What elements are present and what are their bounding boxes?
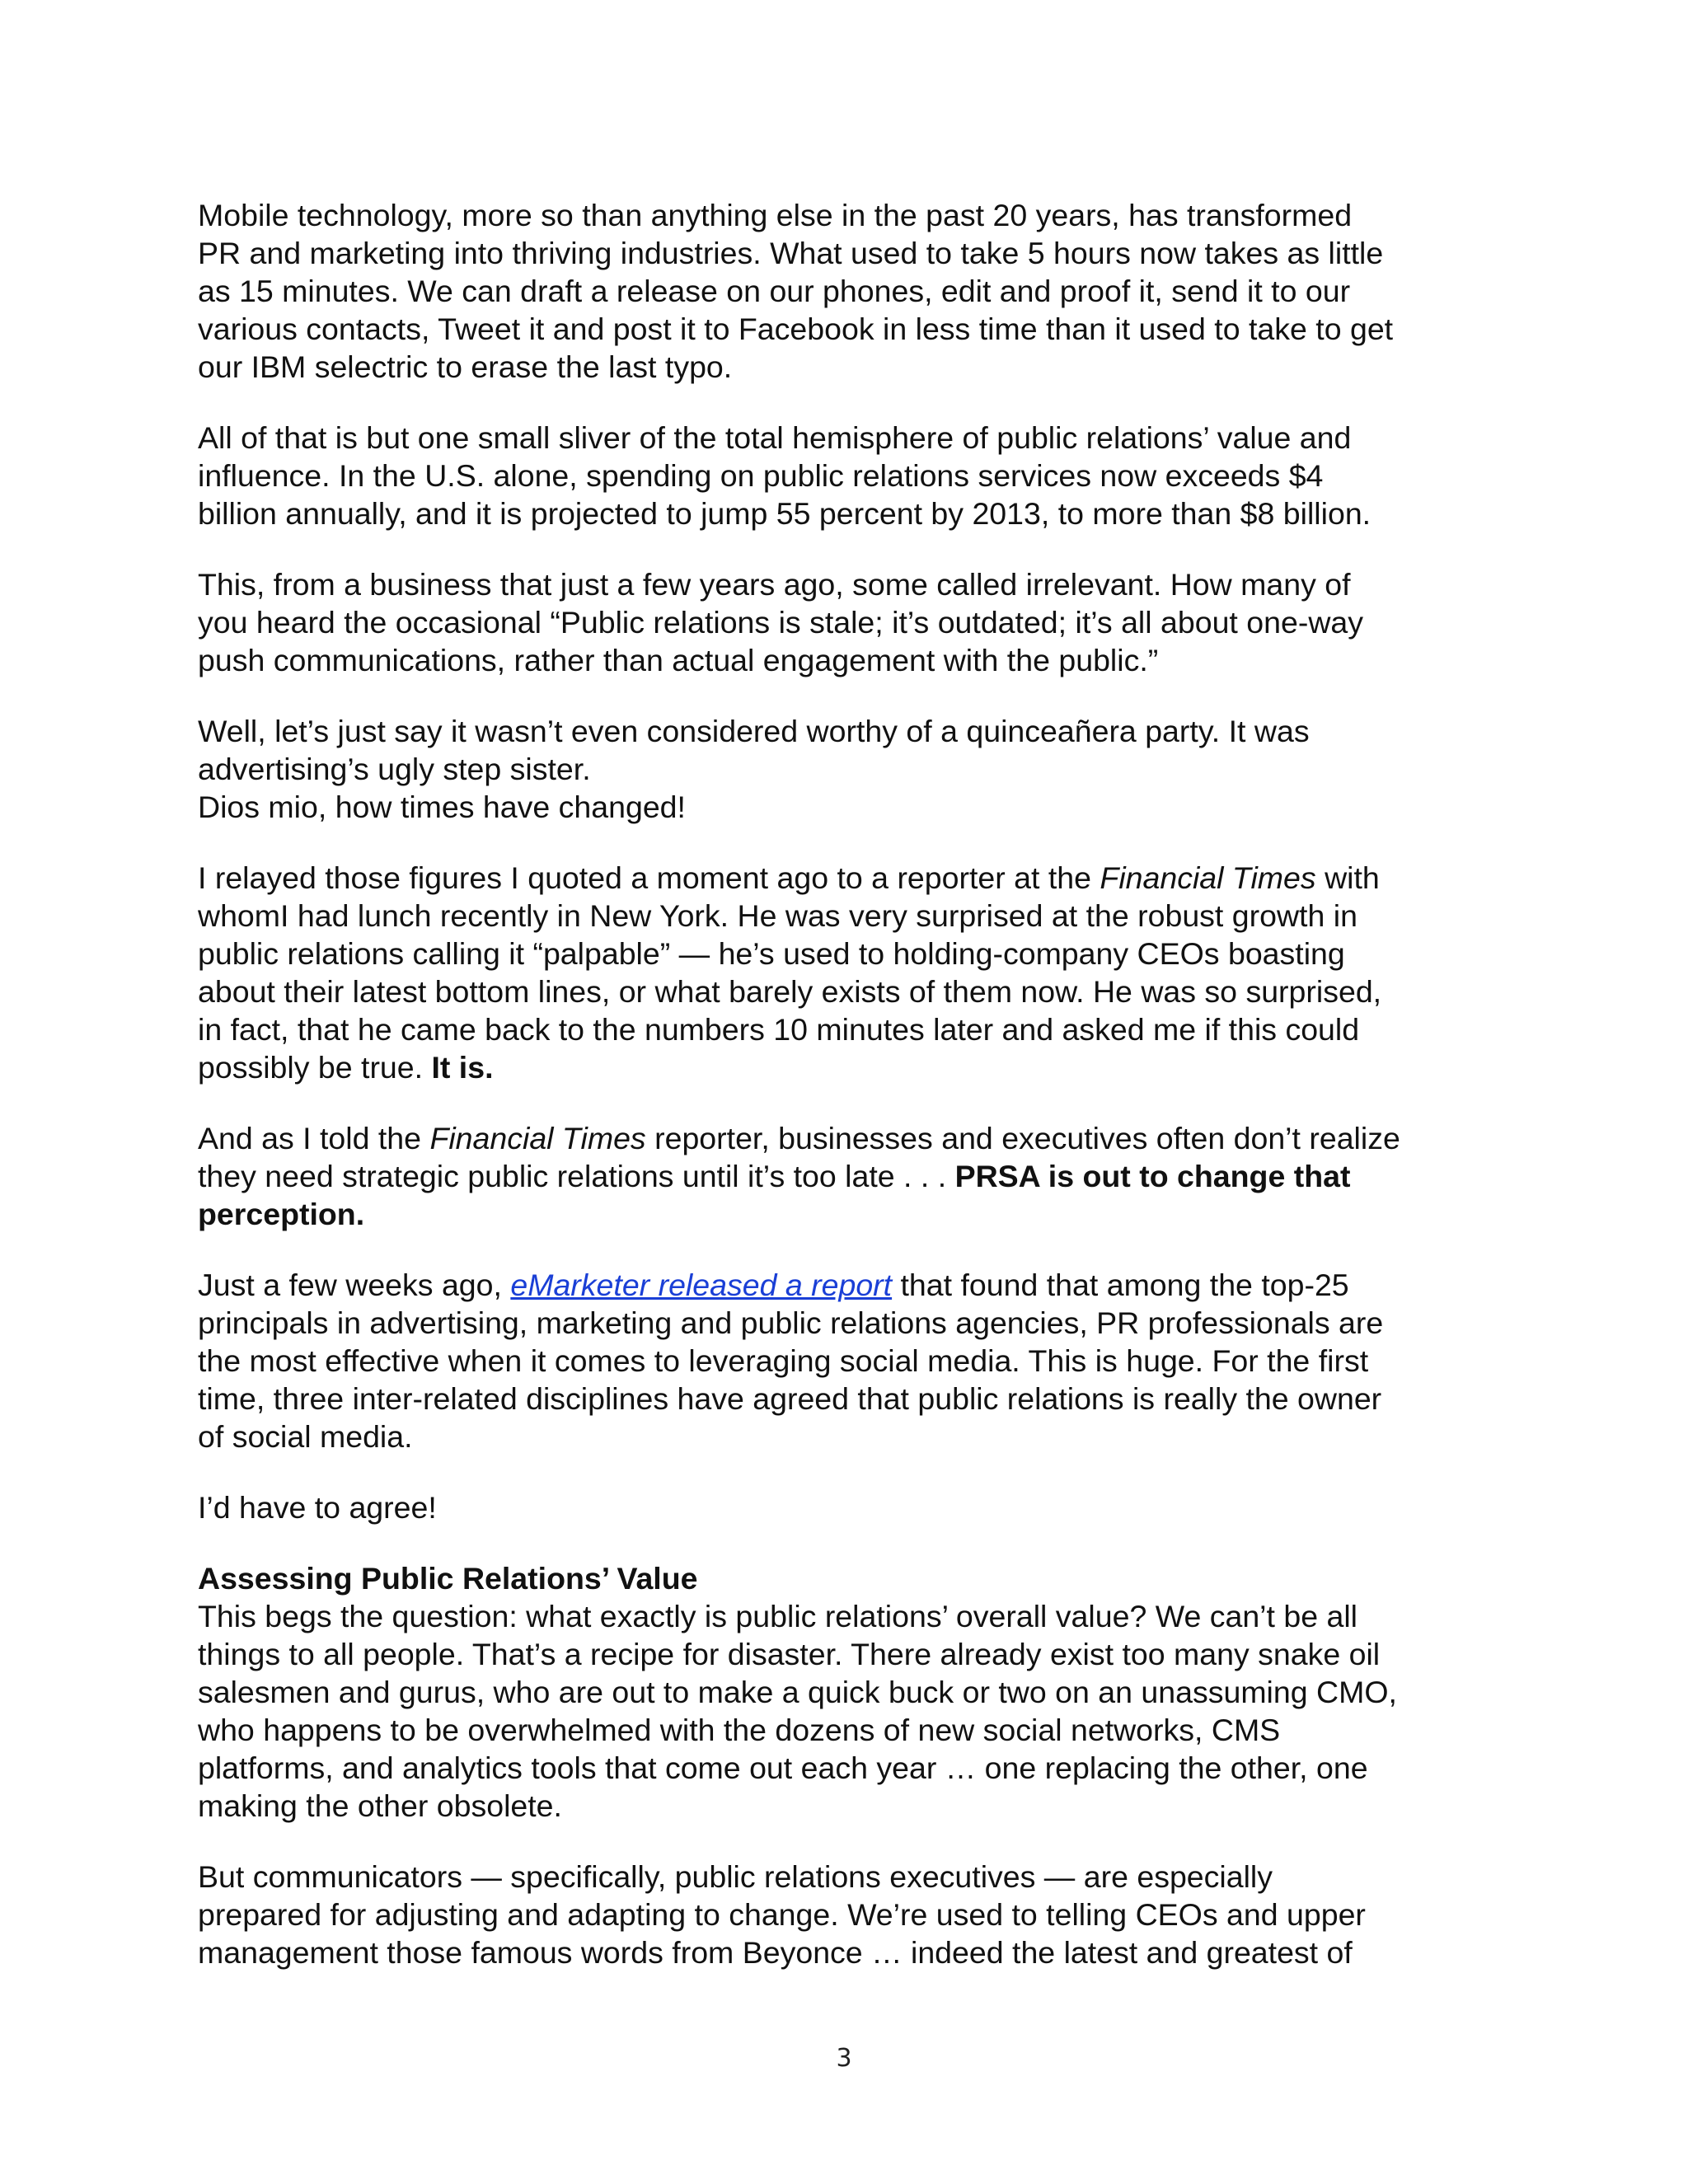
section-heading: Assessing Public Relations’ Value xyxy=(198,1561,698,1596)
emphasis-prsa: PRSA is out to change that perception. xyxy=(198,1159,1351,1231)
paragraph-financial-times-lunch xyxy=(198,859,1517,1086)
page-number: 3 xyxy=(836,2044,852,2073)
publication-name: Financial Times xyxy=(1100,860,1316,895)
text-run: Just a few weeks ago, xyxy=(198,1268,511,1302)
text-run: And as I told the xyxy=(198,1121,430,1155)
text-run: I relayed those figures I quoted a moment ago to a reporter at the xyxy=(198,860,1100,895)
paragraph-quinceanera: Well, let’s just say it wasn’t even considered worthy of a quinceañera party. It was advertising’s ugly step sister. Dios mio, how times have changed! xyxy=(198,714,1310,824)
emarketer-report-link[interactable]: eMarketer released a report xyxy=(510,1268,893,1302)
paragraph-emarketer-report xyxy=(198,1266,1517,1455)
text-run: that found that among the top-25 principals in advertising, marketing and public relations agencies, PR professionals are the most effective when it comes to leveraging social media. This is huge. For the first time, three inter-related disciplines have agreed that public relations is really the owner of social media. xyxy=(198,1268,1384,1454)
document-body xyxy=(198,196,1517,1971)
paragraph-prsa-perception xyxy=(198,1119,1517,1233)
emphasis-it-is: It is. xyxy=(431,1050,494,1085)
paragraph-pr-spending: All of that is but one small sliver of the total hemisphere of public relations’ value and influence. In the U.S. alone, spending on public relations services now exceeds $4 billion annually, and it is projected to jump 55 percent by 2013, to more than $8 billion. xyxy=(198,420,1372,531)
publication-name: Financial Times xyxy=(429,1121,646,1155)
paragraph-value-question: This begs the question: what exactly is public relations’ overall value? We can’t be all things to all people. That’s a recipe for disaster. There already exist too many snake oil salesmen and gurus, who are out to make a quick buck or two on an unassuming CMO, who happens to be overwhelmed with the dozens of new social networks, CMS platforms, and analytics tools that come out each year … one replacing the other, one making the other obsolete. xyxy=(198,1599,1397,1823)
paragraph-agree: I’d have to agree! xyxy=(198,1490,437,1525)
paragraph-irrelevant: This, from a business that just a few years ago, some called irrelevant. How many of you heard the occasional “Public relations is stale; it’s outdated; it’s all about one-way push communications, rather than actual engagement with the public.” xyxy=(198,567,1364,677)
text-run: with whomI had lunch recently in New York. He was very surprised at the robust growth in public relations calling it “palpable” — he’s used to holding-company CEOs boasting about their latest bottom lines, or what barely exists of them now. He was so surprised, in fact, that he came back to the numbers 10 minutes later and asked me if this could possibly be true. xyxy=(198,860,1382,1085)
text-run: reporter, businesses and executives often don’t realize they need strategic public relations until it’s too late . . . xyxy=(198,1121,1400,1193)
paragraph-mobile-technology: Mobile technology, more so than anything else in the past 20 years, has transformed PR and marketing into thriving industries. What used to take 5 hours now takes as little as 15 minutes. We can draft a release on our phones, edit and proof it, send it to our various contacts, Tweet it and post it to Facebook in less time than it used to take to get our IBM selectric to erase the last typo. xyxy=(198,198,1394,384)
paragraph-communicators: But communicators — specifically, public relations executives — are especially prepared for adjusting and adapting to change. We’re used to telling CEOs and upper management those famous words from Beyonce … indeed the latest and greatest of xyxy=(198,1859,1366,1970)
